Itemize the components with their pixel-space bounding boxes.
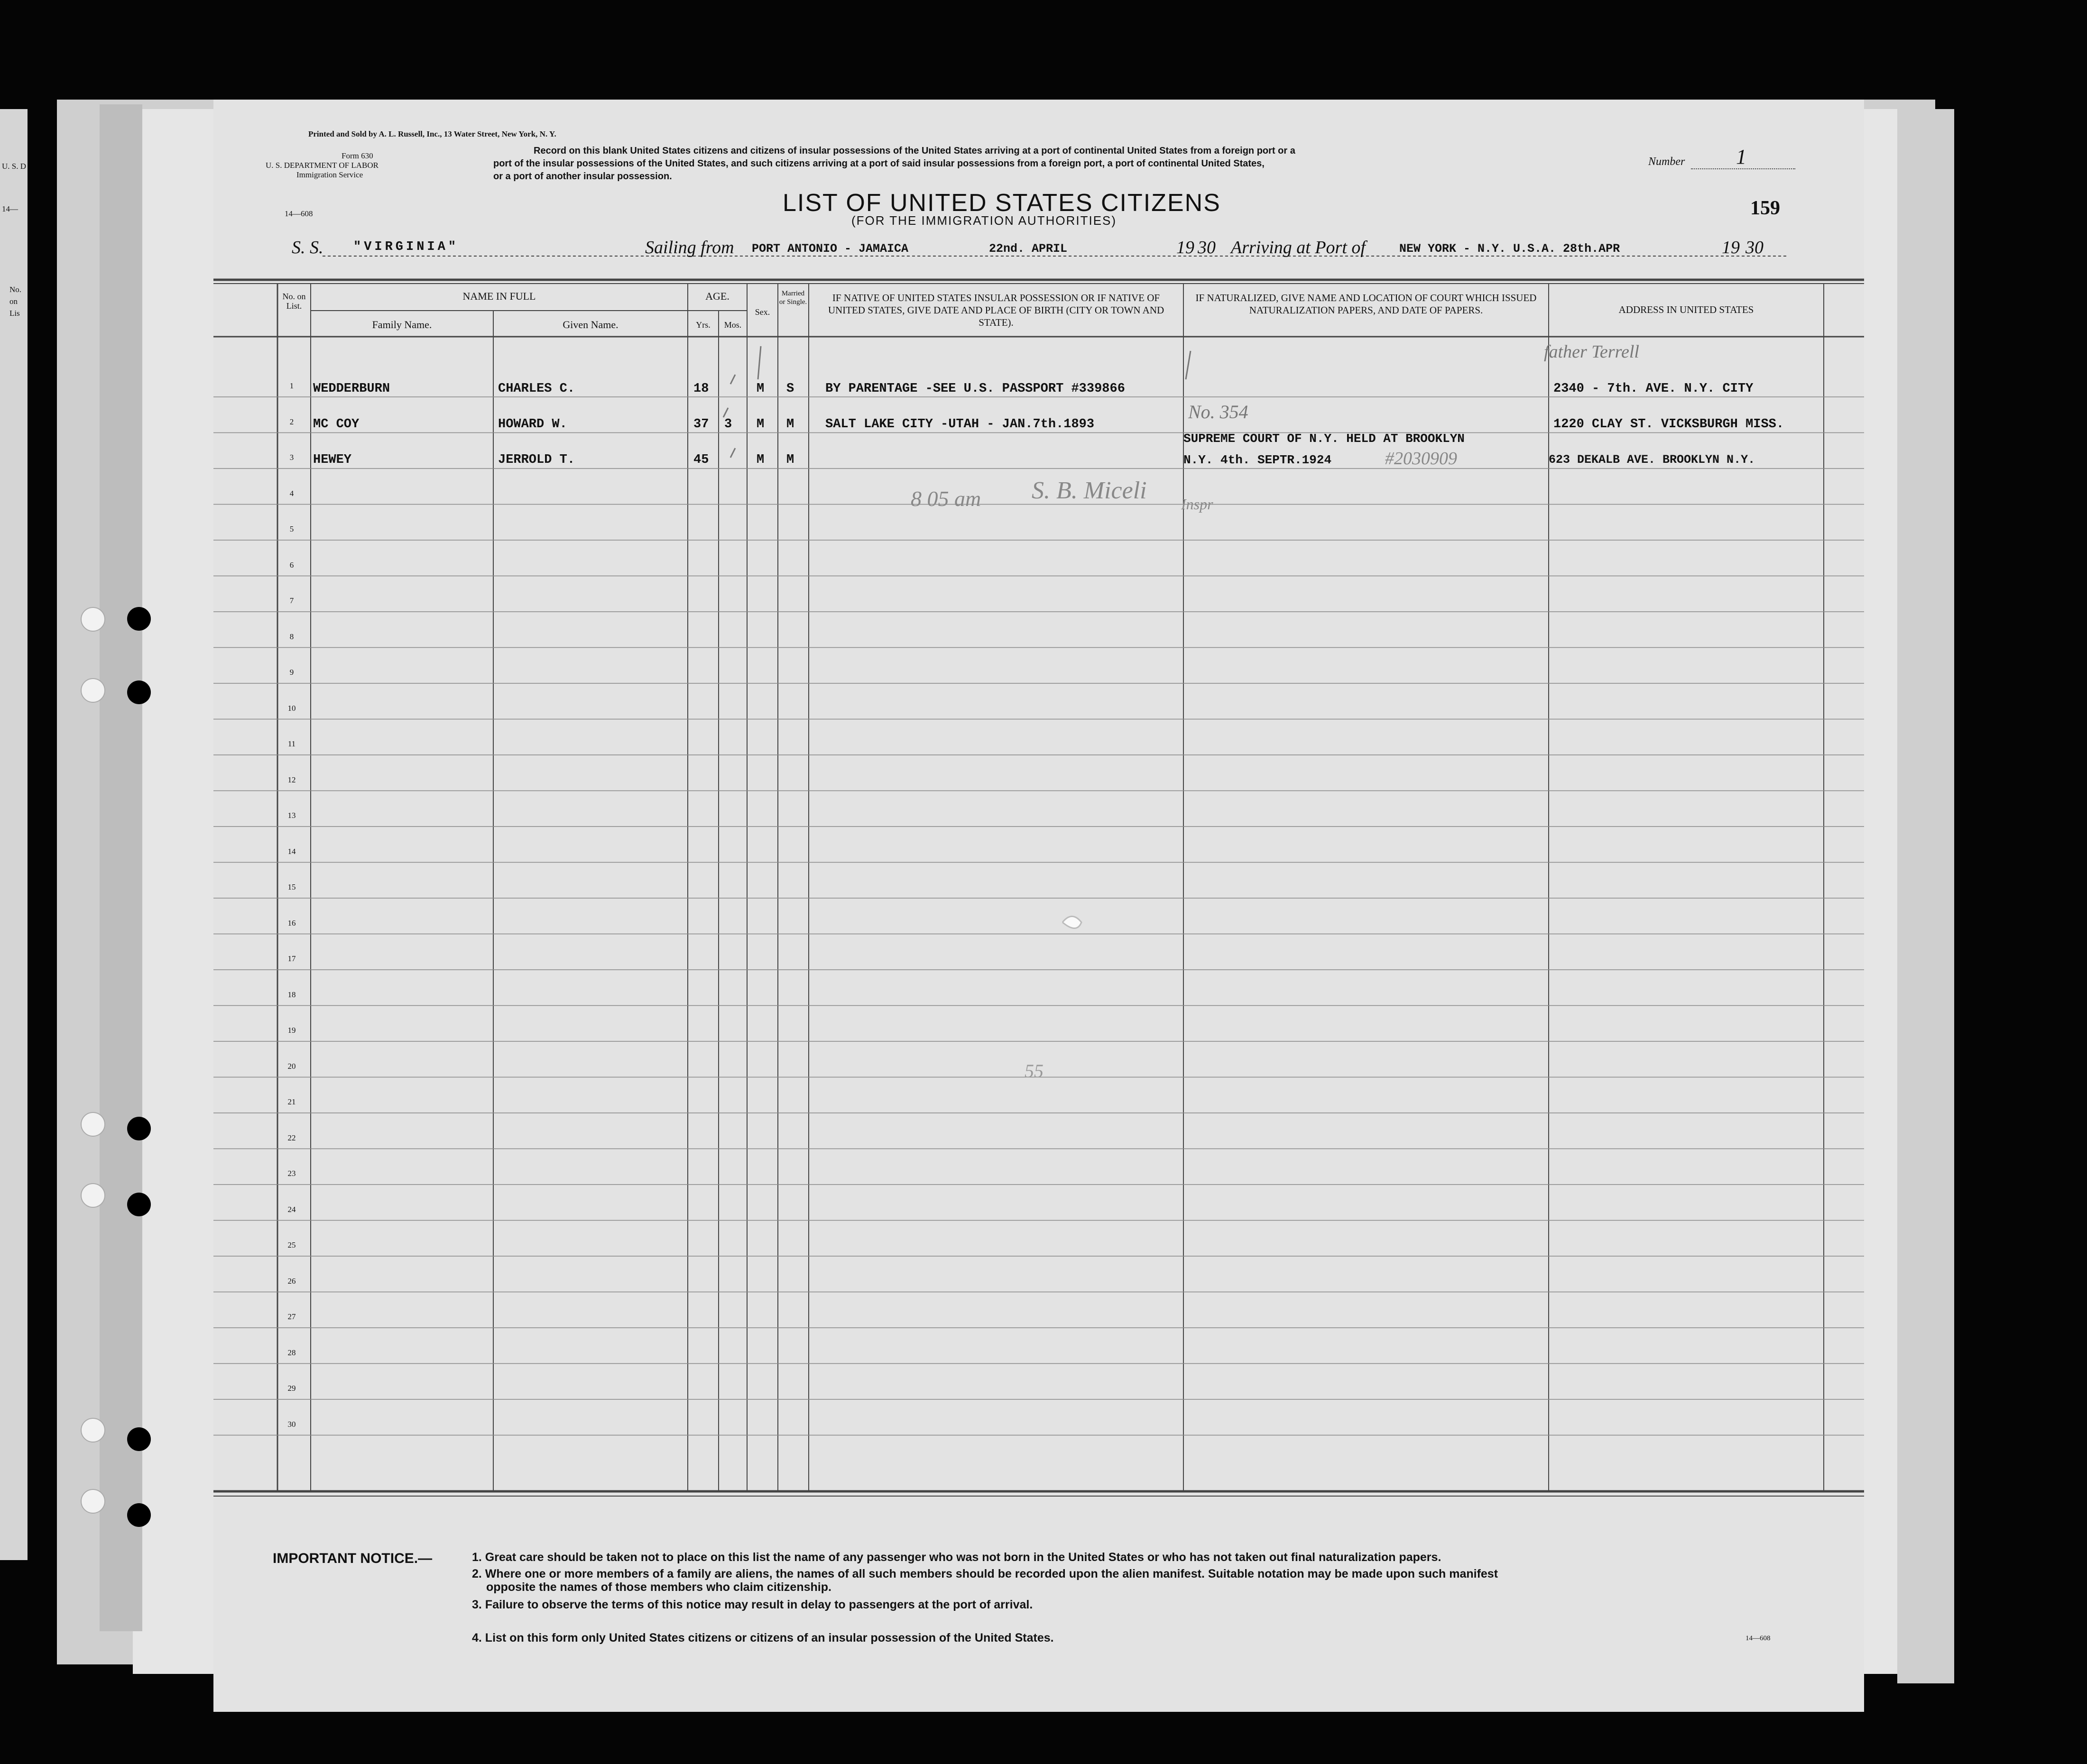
us-address: 1220 CLAY ST. VICKSBURGH MISS. — [1553, 417, 1784, 432]
col-sex: Sex. — [755, 307, 770, 317]
service: Immigration Service — [296, 170, 363, 179]
row-number: 17 — [287, 954, 296, 963]
notice-item: opposite the names of those members who claim citizenship. — [486, 1580, 831, 1594]
row-number: 24 — [287, 1204, 296, 1214]
col-family-name: Family Name. — [372, 319, 432, 331]
sailing-port: PORT ANTONIO - JAMAICA — [752, 242, 909, 256]
sailing-year-prefix: 19 — [1176, 238, 1194, 257]
department: U. S. DEPARTMENT OF LABOR — [266, 161, 379, 170]
record-instructions: port of the insular possessions of the United States, and such citizens arriving at a port of said insular possessions from a foreign port, a port of continental United States, — [493, 158, 1265, 169]
family-name: MC COY — [313, 417, 360, 432]
col-yrs: Yrs. — [696, 320, 711, 330]
left-page-fragment: on — [9, 297, 18, 306]
col-naturalized: IF NATURALIZED, GIVE NAME AND LOCATION OF COURT WHICH ISSUED NATURALIZATION PAPERS, AND DATE OF PAPERS. — [1195, 292, 1537, 316]
row-number: 1 — [289, 381, 294, 390]
row-number: 29 — [287, 1384, 296, 1393]
sailing-from-label: Sailing from — [645, 238, 734, 257]
handwritten-note: No. 354 — [1188, 401, 1248, 423]
age-years: 37 — [693, 417, 709, 432]
given-name: JERROLD T. — [498, 453, 575, 467]
form-number: Form 630 — [342, 151, 373, 160]
notice-heading: IMPORTANT NOTICE.— — [273, 1551, 433, 1566]
row-number: 26 — [287, 1276, 296, 1286]
sex: M — [757, 453, 765, 467]
notice-item: 2. Where one or more members of a family are aliens, the names of all such members should be recorded upon the alien manifest. Suitable notation may be made upon such manifest — [472, 1567, 1498, 1580]
age-years: 18 — [693, 382, 709, 396]
row-number: 3 — [289, 453, 294, 462]
col-no: No. on List. — [282, 292, 306, 311]
col-married-single: Married or Single. — [779, 290, 807, 306]
naturalization-court: SUPREME COURT OF N.Y. HELD AT BROOKLYN — [1183, 432, 1465, 446]
handwritten-note: Inspr — [1181, 496, 1213, 513]
given-name: CHARLES C. — [498, 382, 575, 396]
row-number: 6 — [289, 560, 294, 570]
row-number: 9 — [289, 668, 294, 677]
row-number: 25 — [287, 1240, 296, 1250]
age-months: 3 — [724, 417, 732, 432]
col-address: ADDRESS IN UNITED STATES — [1618, 304, 1754, 315]
printer-line: Printed and Sold by A. L. Russell, Inc., 13 Water Street, New York, N. Y. — [308, 129, 556, 138]
row-number: 30 — [287, 1419, 296, 1429]
row-number: 16 — [287, 918, 296, 928]
handwritten-time: 8 05 am — [911, 487, 981, 511]
number-label: Number — [1648, 156, 1685, 168]
row-number: 4 — [289, 488, 294, 498]
handwritten-mark: 55 — [1025, 1060, 1044, 1082]
row-number: 14 — [287, 846, 296, 856]
row-number: 10 — [287, 703, 296, 713]
row-number: 12 — [287, 775, 296, 784]
row-number: 23 — [287, 1169, 296, 1178]
age-years: 45 — [693, 453, 709, 467]
birth-info: SALT LAKE CITY -UTAH - JAN.7th.1893 — [825, 417, 1095, 432]
row-number: 28 — [287, 1348, 296, 1357]
arrival-port: NEW YORK - N.Y. U.S.A. 28th.APR — [1399, 242, 1620, 256]
list-number: 1 — [1736, 145, 1746, 168]
row-number: 11 — [287, 739, 296, 748]
form-code: 14—608 — [285, 209, 313, 218]
arrival-year-suffix: 30 — [1745, 238, 1764, 257]
family-name: WEDDERBURN — [313, 382, 390, 396]
row-number: 27 — [287, 1312, 296, 1321]
page-title: LIST OF UNITED STATES CITIZENS — [783, 189, 1221, 217]
marital-status: S — [786, 382, 794, 396]
row-number: 22 — [287, 1133, 296, 1142]
form-code-footer: 14—608 — [1745, 1635, 1771, 1642]
us-address: 2340 - 7th. AVE. N.Y. CITY — [1553, 382, 1754, 396]
left-page-fragment: 14— — [2, 204, 18, 213]
left-page-fragment: U. S. D — [2, 162, 27, 171]
naturalization-date: N.Y. 4th. SEPTR.1924 — [1183, 453, 1332, 467]
row-number: 15 — [287, 882, 296, 891]
row-number: 13 — [287, 811, 296, 820]
birth-info: BY PARENTAGE -SEE U.S. PASSPORT #339866 — [825, 382, 1125, 396]
arriving-label: Arriving at Port of — [1231, 238, 1366, 257]
row-number: 7 — [289, 596, 294, 605]
record-instructions: Record on this blank United States citizens and citizens of insular possessions of the United States arriving at a port of continental United States from a foreign port or a — [534, 146, 1295, 156]
col-name-in-full: NAME IN FULL — [462, 290, 536, 302]
row-number: 18 — [287, 990, 296, 999]
ss-label: S. S. — [292, 238, 323, 257]
sailing-date: 22nd. APRIL — [989, 242, 1068, 256]
handwritten-note: father Terrell — [1544, 342, 1639, 362]
row-number: 2 — [289, 417, 294, 426]
row-number: 5 — [289, 524, 294, 533]
page-number: 159 — [1750, 197, 1780, 219]
col-native-birth: IF NATIVE OF UNITED STATES INSULAR POSSESSION OR IF NATIVE OF UNITED STATES, GIVE DATE AND PLACE OF BIRTH (CITY OR TOWN AND STATE). — [828, 292, 1164, 328]
col-age: AGE. — [705, 290, 730, 302]
notice-item: 4. List on this form only United States citizens or citizens of an insular possession of the United States. — [472, 1631, 1054, 1645]
left-page-fragment: No. — [9, 285, 22, 294]
notice-item: 1. Great care should be taken not to place on this list the name of any passenger who was not born in the United States or who has not taken out final naturalization papers. — [472, 1551, 1441, 1564]
given-name: HOWARD W. — [498, 417, 567, 432]
page-subtitle: (FOR THE IMMIGRATION AUTHORITIES) — [851, 213, 1117, 228]
us-address: 623 DEKALB AVE. BROOKLYN N.Y. — [1549, 453, 1755, 467]
sex: M — [757, 417, 765, 432]
col-mos: Mos. — [724, 320, 742, 330]
marital-status: M — [786, 453, 794, 467]
row-number: 19 — [287, 1026, 296, 1035]
marital-status: M — [786, 417, 794, 432]
sex: M — [757, 382, 765, 396]
record-instructions: or a port of another insular possession. — [493, 171, 672, 182]
arrival-year-prefix: 19 — [1722, 238, 1740, 257]
left-page-fragment: Lis — [9, 309, 20, 318]
row-number: 21 — [287, 1097, 296, 1106]
row-number: 20 — [287, 1061, 296, 1071]
notice-item: 3. Failure to observe the terms of this notice may result in delay to passengers at the port of arrival. — [472, 1598, 1033, 1611]
sailing-year-suffix: 30 — [1198, 238, 1216, 257]
inspector-signature: S. B. Miceli — [1032, 477, 1147, 504]
row-number: 8 — [289, 632, 294, 641]
handwritten-cert-number: #2030909 — [1385, 449, 1457, 469]
family-name: HEWEY — [313, 453, 352, 467]
col-given-name: Given Name. — [563, 319, 619, 331]
ship-name: "VIRGINIA" — [353, 240, 459, 254]
